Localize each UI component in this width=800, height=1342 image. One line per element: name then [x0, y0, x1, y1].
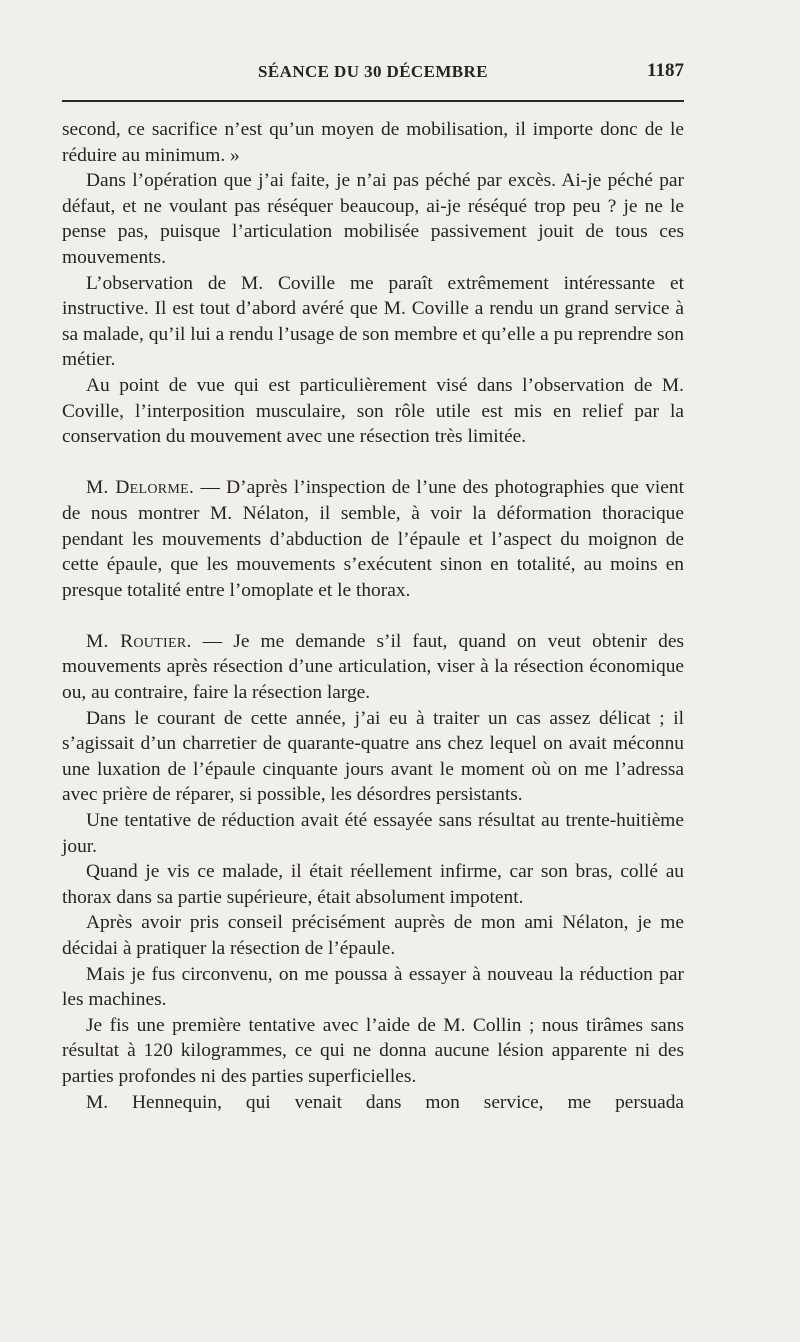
paragraph: Une tentative de réduction avait été essayée sans résultat au trente-huitième jour. [62, 810, 684, 857]
paragraph: Mais je fus circonvenu, on me poussa à essayer à nouveau la réduction par les machines. [62, 963, 684, 1011]
paragraph: Dans l’opération que j’ai faite, je n’ai pas péché par excès. Ai-je péché par défaut, et ne voulant pas réséquer beaucoup, ai-je réséqué trop peu ? je ne le pense pas, puisque l’articulation mobilisée passivement jouit de tous ces mouvements. [62, 170, 684, 268]
paragraph: Après avoir pris conseil précisément auprès de mon ami Nélaton, je me décidai à pratiquer la résection de l’épaule. [62, 912, 684, 959]
paragraph-routier [62, 629, 684, 706]
speaker-name: M. Routier. [86, 630, 192, 652]
paragraph-delorme [62, 475, 684, 603]
body-text [62, 117, 684, 1115]
paragraph: Dans le courant de cette année, j’ai eu à traiter un cas assez délicat ; il s’agissait d’un charretier de quarante-quatre ans chez lequel on avait méconnu une luxation de l’épaule cinquante jours avant le moment où on me l’adressa avec prière de réparer, si possible, les désordres persistants. [62, 707, 684, 806]
header-title: SÉANCE DU 30 DÉCEMBRE [258, 62, 488, 81]
paragraph: L’observation de M. Coville me paraît extrêmement intéressante et instructive. Il est tout d’abord avéré que M. Coville a rendu un grand service à sa malade, qu’il lui a rendu l’usage de son membre et qu’elle a pu reprendre son métier. [62, 272, 684, 371]
speaker-name: M. Delorme. [86, 477, 195, 499]
running-header [62, 58, 684, 88]
paragraph: M. Hennequin, qui venait dans mon service, me persuada [86, 1091, 684, 1113]
header-rule [62, 100, 684, 102]
paragraph-text: — D’après l’inspection de l’une des photographies que vient de nous montrer M. Nélaton, il semble, à voir la déformation thoracique pendant les mouvements d’abduction de l’épaule et l’aspect du moignon de cette épaule, que les mouvements s’exécutent sinon en totalité, au moins en presque totalité entre l’omoplate et le thorax. [62, 477, 684, 601]
paragraph: Au point de vue qui est particulièrement visé dans l’observation de M. Coville, l’interposition musculaire, son rôle utile est mis en relief par la conservation du mouvement avec une résection très limitée. [62, 374, 684, 448]
paragraph: second, ce sacrifice n’est qu’un moyen de mobilisation, il importe donc de le réduire au minimum. » [62, 119, 684, 166]
page-number: 1187 [647, 60, 684, 81]
paragraph: Je fis une première tentative avec l’aide de M. Collin ; nous tirâmes sans résultat à 120 kilogrammes, ce qui ne donna aucune lésion apparente ni des parties profondes ni des parties superficielles. [62, 1014, 684, 1087]
paragraph: Quand je vis ce malade, il était réellement infirme, car son bras, collé au thorax dans sa partie supérieure, était absolument impotent. [62, 861, 684, 908]
paragraph-text: — Je me demande s’il faut, quand on veut obtenir des mouvements après résection d’une articulation, viser à la résection économique ou, au contraire, faire la résection large. [62, 630, 684, 704]
